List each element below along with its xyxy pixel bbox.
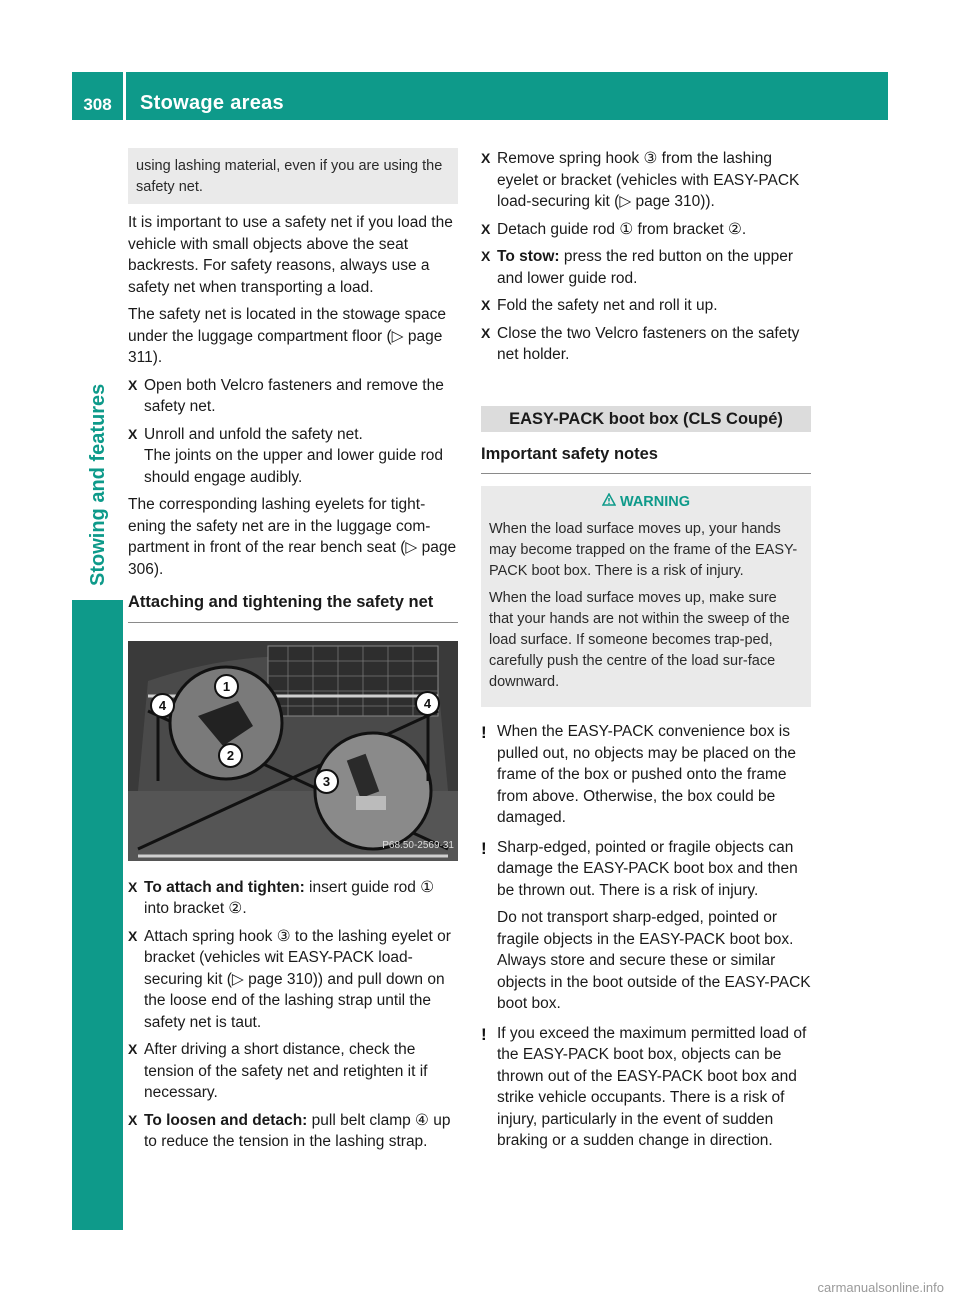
step-text: Close the two Velcro fasteners on the safety net holder. — [497, 324, 800, 363]
instruction-step — [128, 926, 458, 1034]
callout-1: 1 — [214, 674, 239, 699]
step-arrow-icon: X — [481, 150, 491, 166]
step-arrow-icon: X — [128, 1041, 138, 1057]
page-number: 308 — [83, 95, 112, 114]
figure-code: P68.50-2569-31 — [382, 840, 454, 851]
instruction-step — [481, 148, 811, 213]
callout-2: 2 — [218, 743, 243, 768]
page-header — [72, 72, 888, 120]
step-text: Attach spring hook ③ to the lashing eyelet or bracket (vehicles wit EASY-PACK load-securing kit (▷ page 310)) and pull down on the loose end of the lashing strap until the safety net is taut. — [144, 927, 451, 1031]
instruction-step — [481, 295, 811, 317]
step-text: Unroll and unfold the safety net. — [144, 425, 363, 443]
step-arrow-icon: X — [128, 376, 138, 393]
section-heading: EASY-PACK boot box (CLS Coupé) — [481, 406, 811, 432]
instruction-step — [481, 323, 811, 366]
shaded-note: using lashing material, even if you are using the safety net. — [128, 148, 458, 204]
side-tab-label: Stowing and features — [87, 383, 109, 586]
note-text: If you exceed the maximum permitted load of the EASY-PACK boot box, objects can be thrown out of the EASY-PACK boot box and strike vehicle occupants. There is a risk of injury, particularly in the event of sudden braking or a sudden change in direction. — [497, 1024, 807, 1149]
step-label: To attach and tighten: — [144, 878, 305, 896]
instruction-step — [128, 1039, 458, 1104]
section-subheading: Attaching and tightening the safety net — [128, 592, 458, 623]
step-arrow-icon: X — [128, 425, 138, 442]
step-arrow-icon: X — [481, 220, 491, 237]
instruction-step — [128, 424, 458, 489]
step-arrow-icon: X — [128, 878, 138, 895]
paragraph-safety-net-use: It is important to use a safety net if you load the vehicle with small objects above the seat backrests. For safety reasons, always use a safety net when transporting a load. — [128, 214, 453, 296]
callout-4-right: 4 — [415, 691, 440, 716]
header-divider — [123, 72, 126, 120]
instruction-step — [481, 219, 811, 241]
step-arrow-icon: X — [128, 1111, 138, 1128]
step-label: To stow: — [497, 248, 560, 265]
note-text: When the EASY-PACK convenience box is pulled out, no objects may be placed on the frame of the box or pushed onto the frame from above. Otherwise, the box could be damaged. — [497, 723, 797, 826]
step-arrow-icon: X — [128, 927, 138, 944]
step-arrow-icon: X — [481, 324, 491, 341]
step-text: press the red button on the upper and lower guide rod. — [497, 248, 794, 287]
callout-4-left: 4 — [150, 693, 175, 718]
exclamation-icon: ! — [481, 838, 487, 858]
warning-text: When the load surface moves up, make sure that your hands are not within the sweep of the load surface. If someone becomes trap-ped, carefully push the centre of the load sur-face downward. — [489, 590, 790, 690]
step-arrow-icon: X — [481, 297, 491, 313]
caution-note — [481, 1023, 811, 1152]
step-text: Open both Velcro fasteners and remove the safety net. — [144, 376, 444, 415]
note-text: Sharp-edged, pointed or fragile objects can damage the EASY-PACK boot box and then be thrown out. There is a risk of injury. — [497, 838, 798, 899]
paragraph-net-location: The safety net is located in the stowage space under the luggage compartment floor (▷ page 311). — [128, 306, 446, 366]
step-text: After driving a short distance, check the tension of the safety net and retighten it if necessary. — [144, 1041, 428, 1101]
warning-title: WARNING — [619, 494, 691, 510]
section-subheading: Important safety notes — [481, 444, 811, 475]
instruction-step — [481, 246, 811, 289]
warning-triangle-icon — [602, 492, 616, 513]
side-tab-block — [72, 600, 123, 1230]
note-text: Do not transport sharp-edged, pointed or fragile objects in the EASY-PACK boot box. Always store and secure these or similar objects in the boot outside of the EASY-PACK boot box. — [497, 909, 811, 1012]
step-text: Detach guide rod ① from bracket ②. — [497, 220, 747, 238]
instruction-step — [128, 877, 458, 920]
step-text: Remove spring hook ③ from the lashing eyelet or bracket (vehicles with EASY-PACK load-securing kit (▷ page 310)). — [497, 150, 800, 210]
warning-box — [481, 486, 811, 707]
exclamation-icon: ! — [481, 723, 487, 742]
step-text: pull belt clamp ④ up to reduce the tension in the lashing strap. — [144, 1111, 451, 1150]
caution-note — [481, 837, 811, 1015]
step-text: insert guide rod ① into bracket ②. — [144, 878, 435, 917]
caution-note — [481, 721, 811, 829]
right-column — [481, 148, 811, 1160]
safety-net-illustration — [128, 641, 458, 861]
instruction-step — [128, 375, 458, 418]
page-title: Stowage areas — [140, 92, 284, 114]
step-label: To loosen and detach: — [144, 1111, 308, 1129]
left-column — [128, 148, 458, 1159]
callout-3: 3 — [314, 769, 339, 794]
safety-net-figure — [128, 641, 458, 861]
step-arrow-icon: X — [481, 248, 491, 264]
paragraph-lashing-eyelets: The corresponding lashing eyelets for tight-ening the safety net are in the luggage com-partment in front of the rear bench seat (▷ page 306). — [128, 496, 457, 578]
footer-watermark: carmanualsonline.info — [817, 1279, 944, 1295]
warning-text: When the load surface moves up, your hands may become trapped on the frame of the EASY-PACK boot box. There is a risk of injury. — [489, 521, 798, 579]
warning-header — [489, 492, 803, 513]
step-text: Fold the safety net and roll it up. — [497, 297, 718, 314]
exclamation-icon: ! — [481, 1024, 487, 1044]
instruction-step — [128, 1110, 458, 1153]
step-result-text: The joints on the upper and lower guide rod should engage audibly. — [144, 447, 444, 486]
